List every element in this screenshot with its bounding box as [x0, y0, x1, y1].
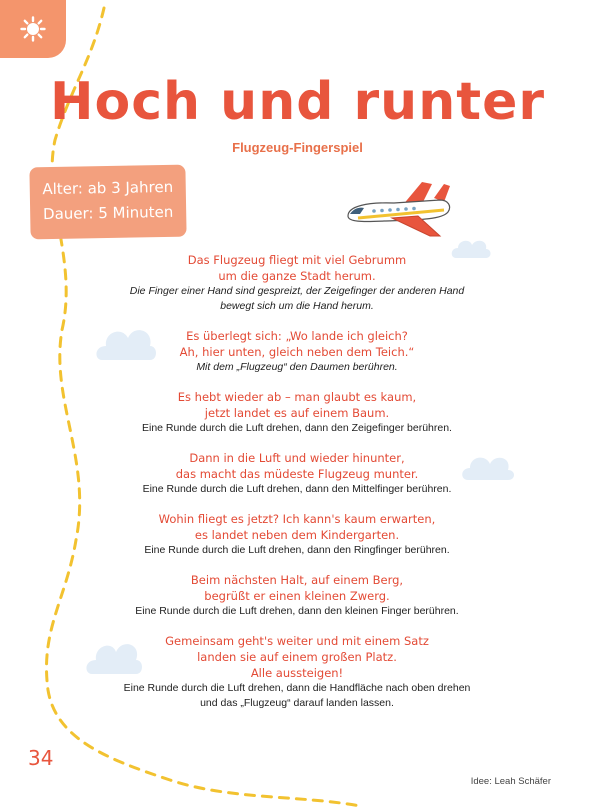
verse-line: Alle aussteigen! — [250, 666, 344, 680]
airplane-icon — [344, 178, 456, 242]
verse-line: jetzt landet es auf einem Baum. — [204, 406, 390, 420]
verse — [90, 328, 504, 375]
verse-instruction: und das „Flugzeug“ darauf landen lassen. — [200, 697, 394, 709]
verse — [90, 450, 504, 497]
verse-instruction: Eine Runde durch die Luft drehen, dann den kleinen Finger berühren. — [135, 605, 459, 617]
verse — [90, 389, 504, 436]
duration-info: Dauer: 5 Minuten — [42, 202, 174, 224]
verse-instruction: Eine Runde durch die Luft drehen, dann den Mittelfinger berühren. — [142, 483, 452, 495]
verse — [90, 252, 504, 314]
verse-line: Das Flugzeug fliegt mit viel Gebrumm — [187, 253, 407, 267]
verse-line: das macht das müdeste Flugzeug munter. — [175, 467, 419, 481]
verse-instruction: Mit dem „Flugzeug“ den Daumen berühren. — [196, 361, 398, 373]
verse-list — [90, 252, 504, 725]
verse-instruction: Die Finger einer Hand sind gespreizt, der Zeigefinger der anderen Hand — [129, 285, 465, 297]
sun-icon — [20, 16, 46, 42]
verse-line: Ah, hier unten, gleich neben dem Teich.“ — [179, 345, 415, 359]
page-subtitle: Flugzeug-Fingerspiel — [232, 140, 363, 155]
verse-line: Wohin fliegt es jetzt? Ich kann's kaum erwarten, — [158, 512, 436, 526]
verse-instruction: Eine Runde durch die Luft drehen, dann den Zeigefinger berühren. — [142, 422, 452, 434]
verse-line: Gemeinsam geht's weiter und mit einem Satz — [165, 634, 429, 648]
corner-tab — [0, 0, 66, 58]
verse-line: landen sie auf einem großen Platz. — [197, 650, 397, 664]
verse-line: begrüßt er einen kleinen Zwerg. — [204, 589, 390, 603]
verse — [90, 572, 504, 619]
age-info: Alter: ab 3 Jahren — [42, 177, 174, 199]
verse — [90, 633, 504, 711]
verse-line: Es überlegt sich: „Wo lande ich gleich? — [186, 329, 408, 343]
info-box — [29, 165, 186, 240]
verse-line: es landet neben dem Kindergarten. — [194, 528, 400, 542]
verse-instruction: Eine Runde durch die Luft drehen, dann den Ringfinger berühren. — [144, 544, 450, 556]
verse-line: Beim nächsten Halt, auf einem Berg, — [190, 573, 404, 587]
page-number: 34 — [28, 746, 54, 770]
verse-instruction: bewegt sich um die Hand herum. — [220, 300, 374, 312]
verse-line: um die ganze Stadt herum. — [218, 269, 376, 283]
verse-line: Es hebt wieder ab – man glaubt es kaum, — [177, 390, 417, 404]
verse — [90, 511, 504, 558]
verse-line: Dann in die Luft und wieder hinunter, — [189, 451, 405, 465]
page-title: Hoch und runter — [49, 72, 545, 132]
verse-instruction: Eine Runde durch die Luft drehen, dann die Handfläche nach oben drehen — [123, 682, 471, 694]
author-credit: Idee: Leah Schäfer — [470, 776, 551, 787]
